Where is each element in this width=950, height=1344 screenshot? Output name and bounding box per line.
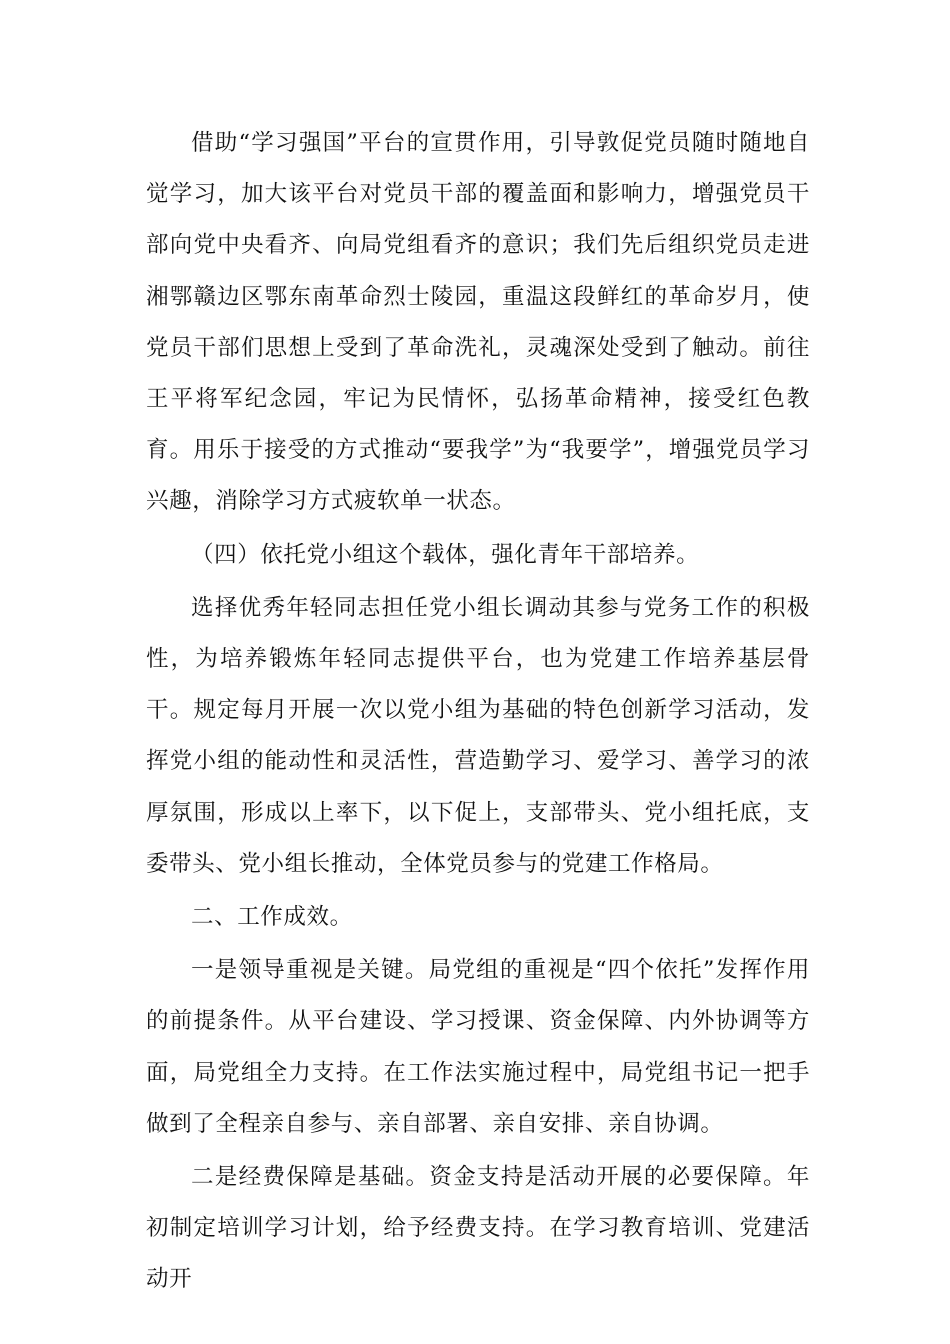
paragraph-funding: 二是经费保障是基础。资金支持是活动开展的必要保障。年初制定培训学习计划，给予经费支持。在学习教育培训、党建活动开 — [146, 1164, 810, 1293]
section-heading-party-group: （四）依托党小组这个载体，强化青年干部培养。 — [191, 541, 700, 568]
paragraph-study-platform: 借助“学习强国”平台的宣贯作用，引导敦促党员随时随地自觉学习，加大该平台对党员干部的覆盖面和影响力，增强党员干部向党中央看齐、向局党组看齐的意识；我们先后组织党员走进湘鄂赣边区鄂东南革命烈士陵园，重温这段鲜红的革命岁月，使党员干部们思想上受到了革命洗礼，灵魂深处受到了触动。前往王平将军纪念园，牢记为民情怀，弘扬革命精神，接受红色教育。用乐于接受的方式推动“要我学”为“我要学”，增强党员学习兴趣，消除学习方式疲软单一状态。 — [146, 130, 810, 515]
document-page — [146, 118, 810, 1308]
paragraph-leadership: 一是领导重视是关键。局党组的重视是“四个依托”发挥作用的前提条件。从平台建设、学习授课、资金保障、内外协调等方面，局党组全力支持。在工作法实施过程中，局党组书记一把手做到了全程亲自参与、亲自部署、亲自安排、亲自协调。 — [146, 957, 810, 1137]
paragraph-young-cadres: 选择优秀年轻同志担任党小组长调动其参与党务工作的积极性，为培养锻炼年轻同志提供平台，也为党建工作培养基层骨干。规定每月开展一次以党小组为基础的特色创新学习活动，发挥党小组的能动性和灵活性，营造勤学习、爱学习、善学习的浓厚氛围，形成以上率下，以下促上，支部带头、党小组托底，支委带头、党小组长推动，全体党员参与的党建工作格局。 — [146, 594, 810, 877]
section-heading-results: 二、工作成效。 — [191, 904, 353, 931]
